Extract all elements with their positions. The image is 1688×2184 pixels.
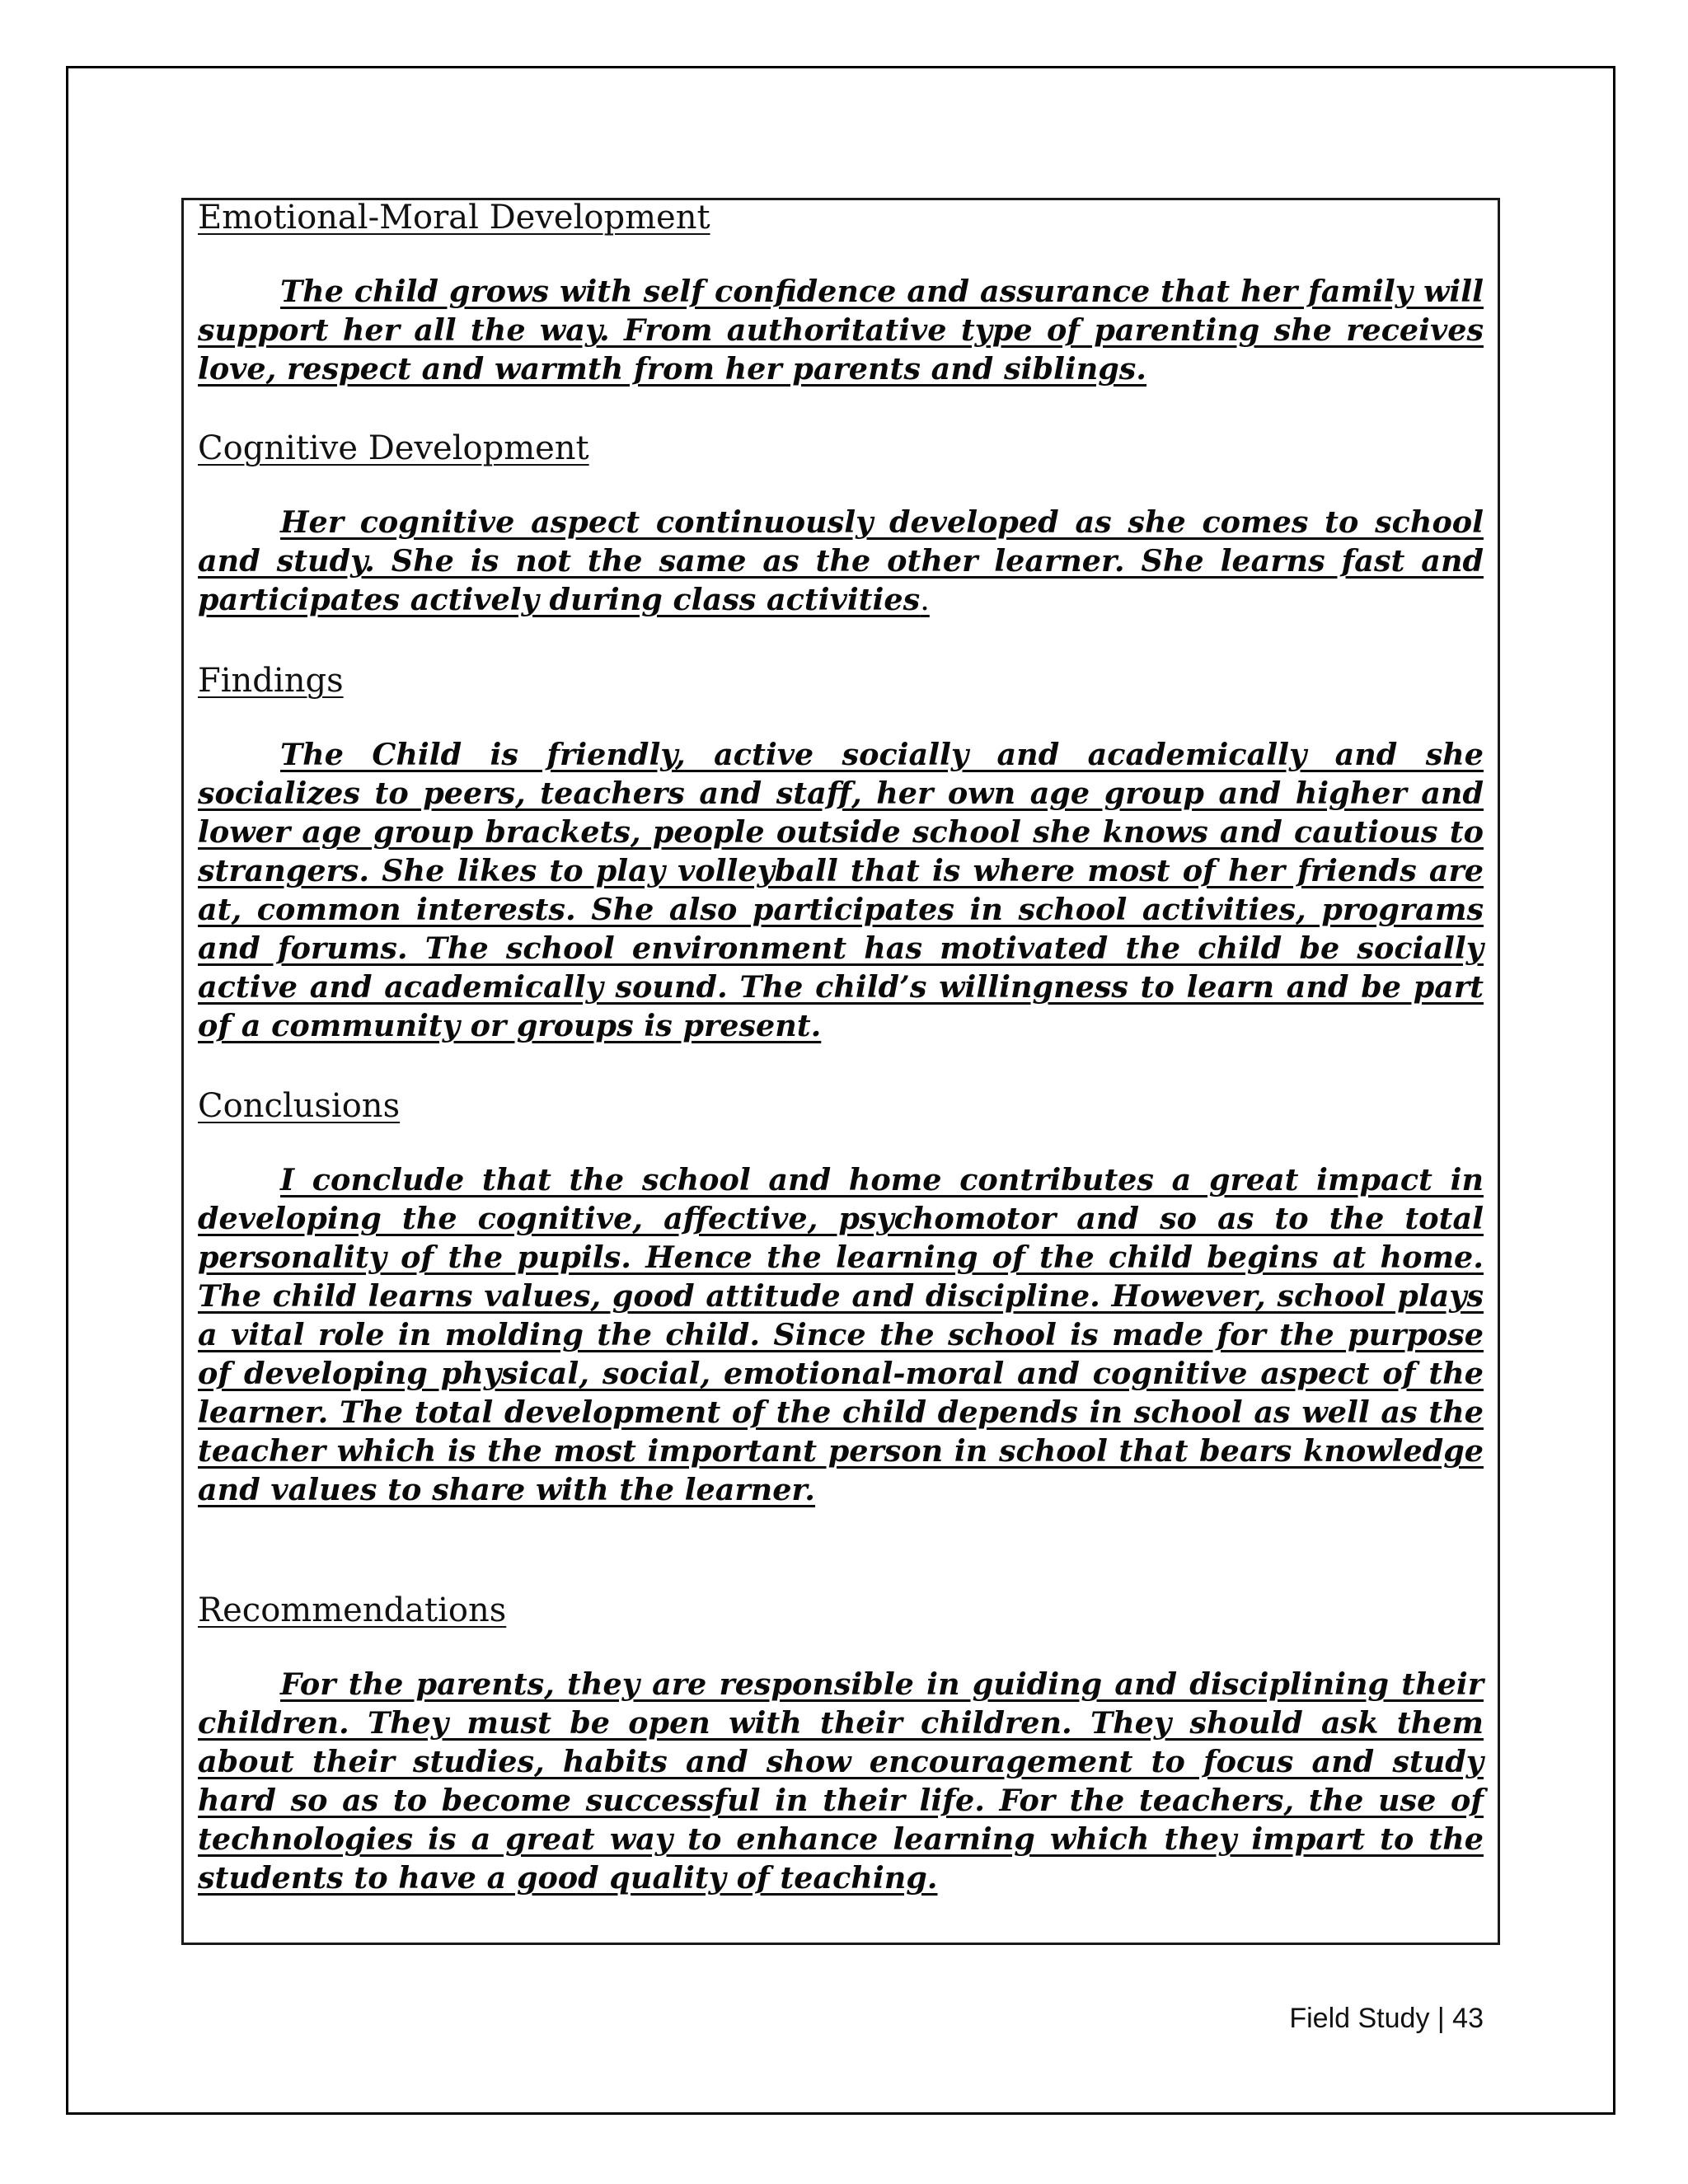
trailing-period: . <box>920 582 930 617</box>
section-body: I conclude that the school and home contributes a great impact in developing the cognitive, affective, psychomotor and so as to the total personality of the pupils. Hence the learning of the child begins at home. The child learns values, good attitude and discipline. However, school plays a vital role in molding the child. Since the school is made for the purpose of developing physical, social, emotional-moral and cognitive aspect of the learner. The total development of the child depends in school as well as the teacher which is the most important person in school that bears knowledge and values to share with the learner. <box>198 1162 1484 1507</box>
section-heading: Emotional-Moral Development <box>198 199 710 237</box>
section-body <box>198 503 1484 619</box>
section-conclusions <box>198 1086 1484 1509</box>
section-heading: Findings <box>198 662 344 700</box>
section-cognitive <box>198 429 1484 619</box>
section-body-text: Her cognitive aspect continuously developed as she comes to school and study. She is not the same as the other learner. She learns fast and participates actively during class activities <box>198 504 1484 617</box>
section-heading: Recommendations <box>198 1591 507 1629</box>
section-findings <box>198 661 1484 1045</box>
section-body: The Child is friendly, active socially and academically and she socializes to peers, teachers and staff, her own age group and higher and lower age group brackets, people outside school she knows and cautious to strangers. She likes to play volleyball that is where most of her friends are at, common interests. She also participates in school activities, programs and forums. The school environment has motivated the child be socially active and academically sound. The child’s willingness to learn and be part of a community or groups is present. <box>198 737 1484 1043</box>
section-recommendations <box>198 1591 1484 1897</box>
section-body: For the parents, they are responsible in guiding and disciplining their children. They must be open with their children. They should ask them about their studies, habits and show encouragement to focus and study hard so as to become successful in their life. For the teachers, the use of technologies is a great way to enhance learning which they impart to the students to have a good quality of teaching. <box>198 1666 1484 1896</box>
section-heading: Cognitive Development <box>198 429 589 467</box>
section-emotional-moral <box>198 198 1484 388</box>
section-heading: Conclusions <box>198 1087 401 1125</box>
page-footer: Field Study | 43 <box>1289 2003 1484 2034</box>
section-body: The child grows with self confidence and assurance that her family will support her all the way. From authoritative type of parenting she receives love, respect and warmth from her parents and siblings. <box>198 274 1484 387</box>
